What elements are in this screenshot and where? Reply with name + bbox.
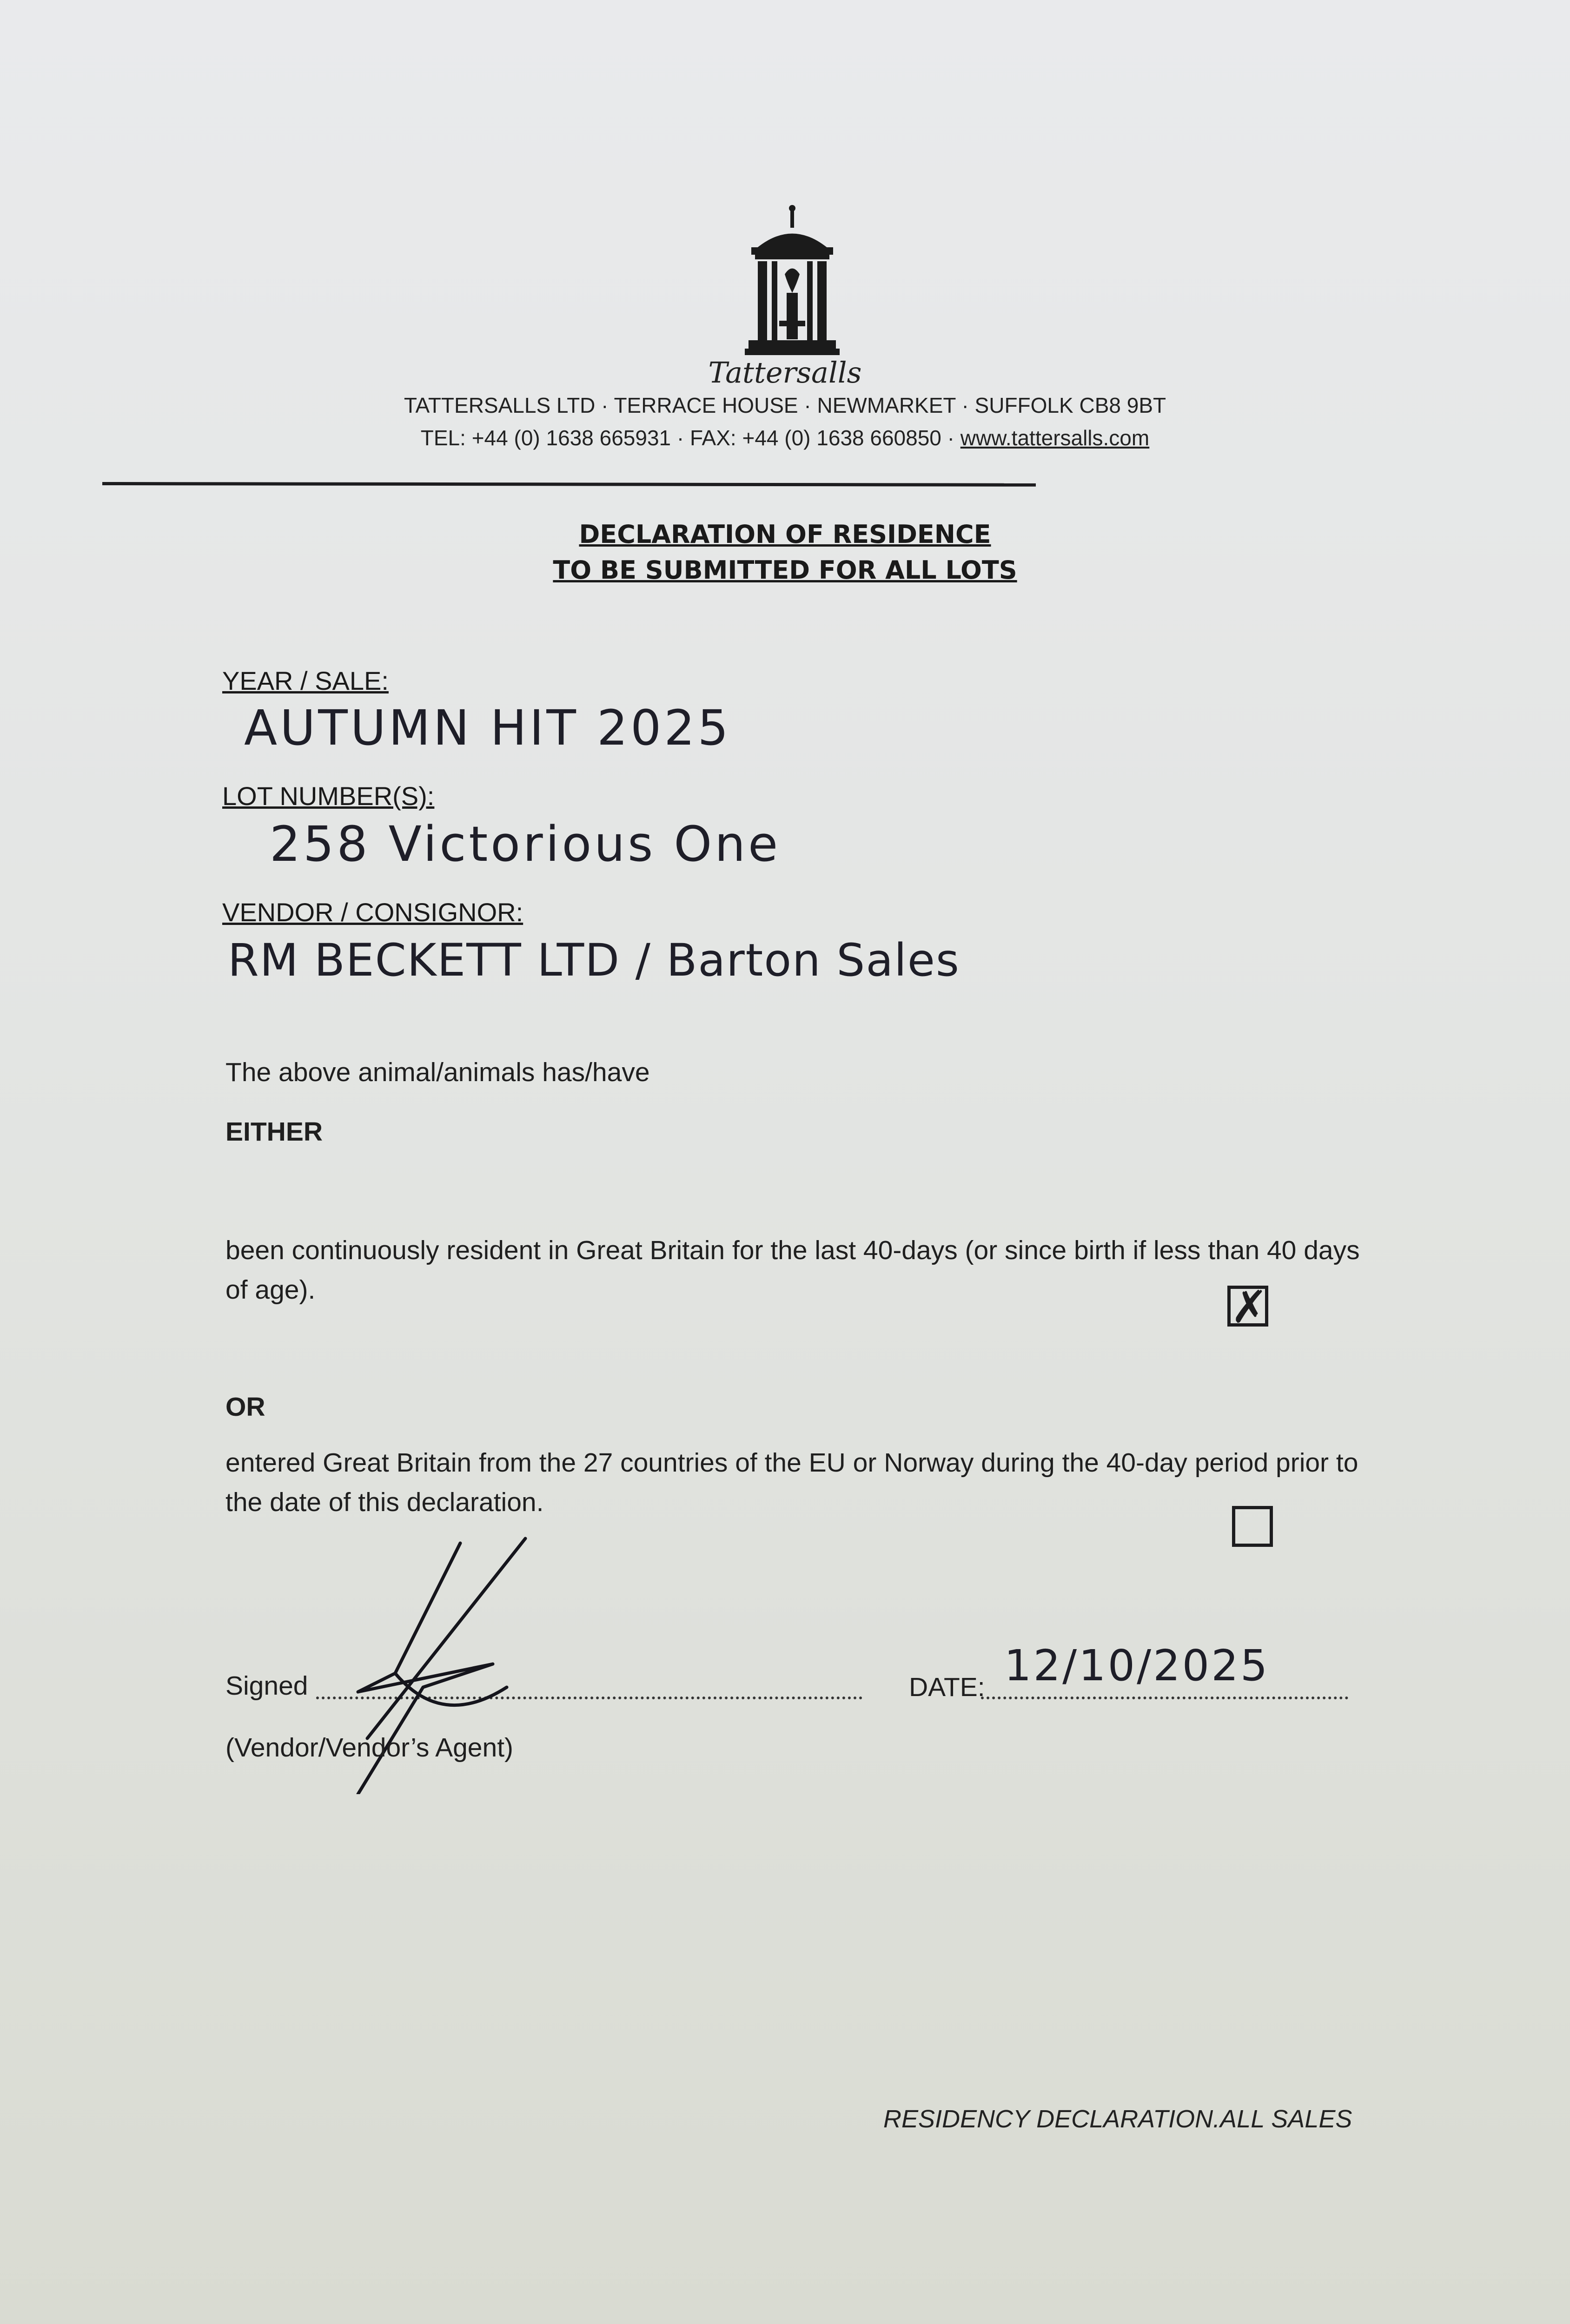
vendor-label: VENDOR / CONSIGNOR: <box>222 898 523 927</box>
tattersalls-logo <box>742 205 842 356</box>
vendor-value[interactable]: RM BECKETT LTD / Barton Sales <box>228 934 960 986</box>
document-subtitle: TO BE SUBMITTED FOR ALL LOTS <box>553 555 1017 585</box>
contact-numbers: TEL: +44 (0) 1638 665931 · FAX: +44 (0) 1638 660850 · <box>420 426 961 450</box>
year-sale-label: YEAR / SALE: <box>222 666 389 695</box>
form-code: RESIDENCY DECLARATION.ALL SALES <box>883 2105 1352 2133</box>
checkmark-icon: ✗ <box>1231 1281 1268 1333</box>
option1-checkbox[interactable] <box>1227 1281 1268 1333</box>
either-heading: EITHER <box>225 1117 323 1147</box>
date-value[interactable]: 12/10/2025 <box>1004 1641 1270 1690</box>
lot-number-label: LOT NUMBER(S): <box>222 781 435 811</box>
year-sale-value[interactable]: AUTUMN HIT 2025 <box>244 700 731 756</box>
brand-name: Tattersalls <box>708 356 862 390</box>
contact-line <box>0 425 1570 450</box>
signer-role-label: (Vendor/Vendor’s Agent) <box>225 1733 514 1763</box>
or-heading: OR <box>225 1392 265 1422</box>
option2-checkbox[interactable] <box>1232 1506 1273 1547</box>
header-divider <box>102 482 1036 487</box>
date-line <box>981 1697 1348 1699</box>
signed-label: Signed <box>225 1671 308 1701</box>
date-label: DATE: <box>909 1672 985 1702</box>
declaration-intro: The above animal/animals has/have <box>225 1057 650 1087</box>
company-address: TATTERSALLS LTD · TERRACE HOUSE · NEWMARKET · SUFFOLK CB8 9BT <box>404 393 1166 417</box>
option1-text: been continuously resident in Great Britain for the last 40-days (or since birth if less than 40 days of age). <box>225 1235 1360 1305</box>
option2-text: entered Great Britain from the 27 countries of the EU or Norway during the 40-day period prior to the date of this declaration. <box>225 1448 1358 1517</box>
lot-number-value[interactable]: 258 Victorious One <box>270 816 781 872</box>
document-title: DECLARATION OF RESIDENCE <box>579 520 991 549</box>
website-link[interactable]: www.tattersalls.com <box>960 426 1150 450</box>
